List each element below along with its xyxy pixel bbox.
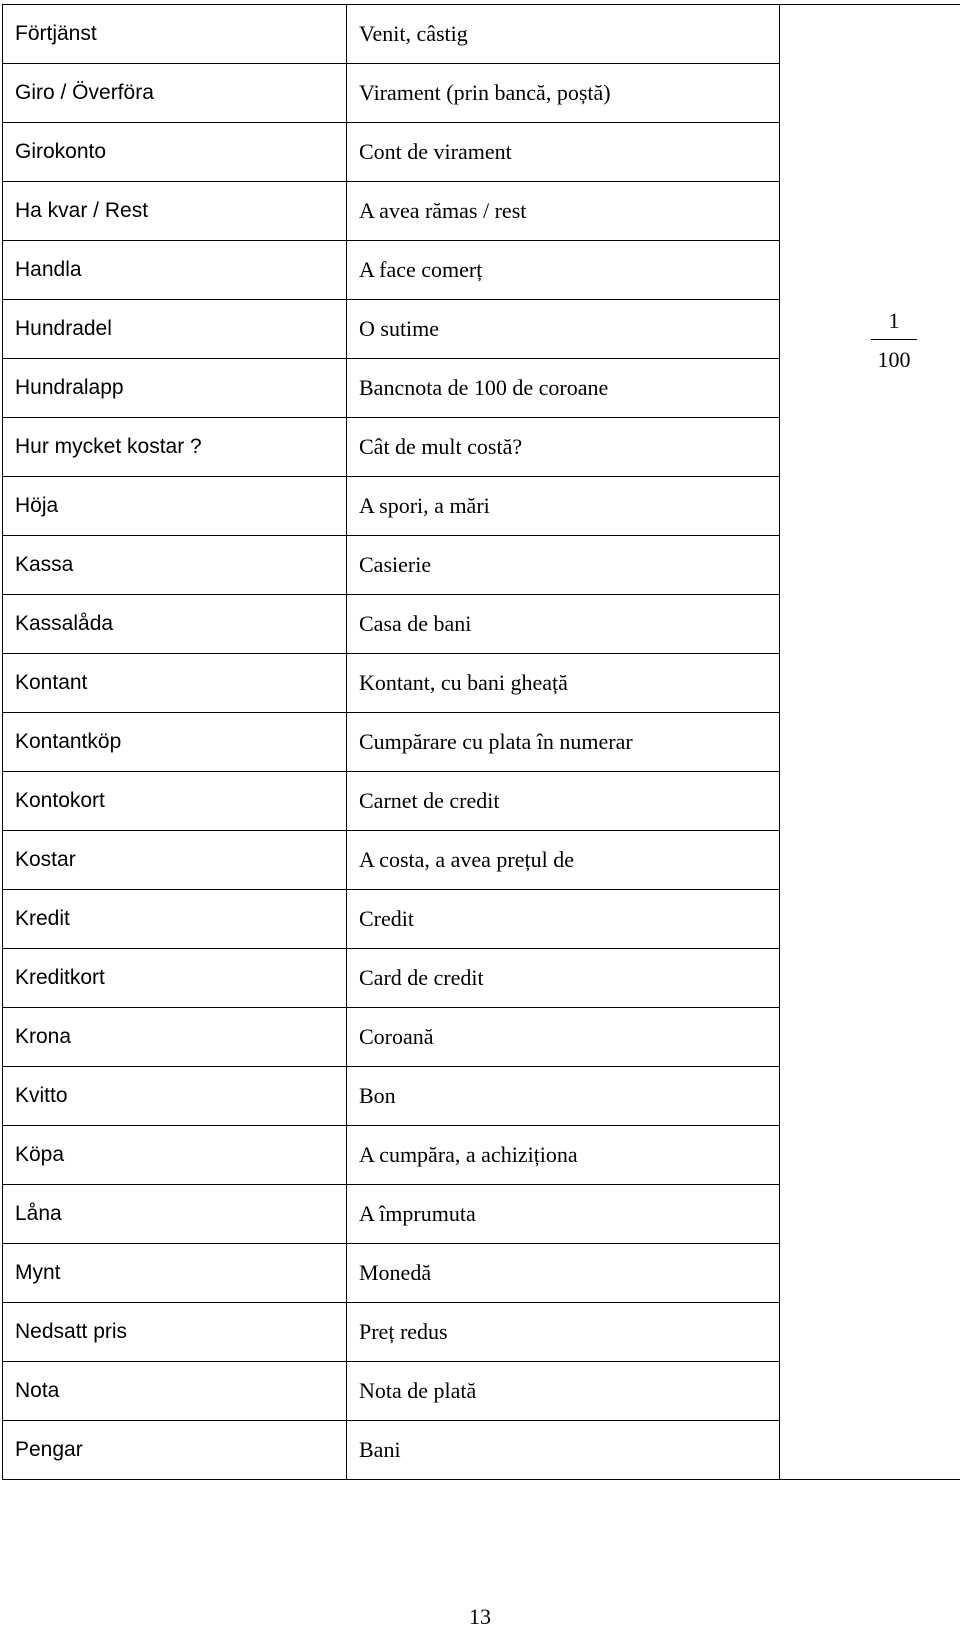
table-row: [3, 5, 960, 64]
romanian-translation: Credit: [347, 890, 780, 949]
page-number: 13: [469, 1604, 491, 1629]
romanian-translation: Virament (prin bancă, poștă): [347, 64, 780, 123]
swedish-term: Kontantköp: [3, 713, 347, 772]
swedish-term: Kreditkort: [3, 949, 347, 1008]
romanian-translation: A costa, a avea prețul de: [347, 831, 780, 890]
romanian-translation: Card de credit: [347, 949, 780, 1008]
romanian-translation: Casierie: [347, 536, 780, 595]
swedish-term: Hur mycket kostar ?: [3, 418, 347, 477]
romanian-translation: Cât de mult costă?: [347, 418, 780, 477]
romanian-translation: Preț redus: [347, 1303, 780, 1362]
swedish-term: Pengar: [3, 1421, 347, 1480]
romanian-translation: O sutime: [347, 300, 780, 359]
swedish-term: Kassa: [3, 536, 347, 595]
swedish-term: Handla: [3, 241, 347, 300]
romanian-translation: Carnet de credit: [347, 772, 780, 831]
fraction-numerator: 1: [888, 308, 900, 333]
swedish-term: Kontokort: [3, 772, 347, 831]
romanian-translation: Bancnota de 100 de coroane: [347, 359, 780, 418]
fraction-one-hundredth: [872, 310, 916, 371]
swedish-term: Kvitto: [3, 1067, 347, 1126]
romanian-translation: Bon: [347, 1067, 780, 1126]
swedish-term: Kassalåda: [3, 595, 347, 654]
swedish-term: Mynt: [3, 1244, 347, 1303]
romanian-translation: Kontant, cu bani gheață: [347, 654, 780, 713]
romanian-translation: Nota de plată: [347, 1362, 780, 1421]
romanian-translation: A face comerț: [347, 241, 780, 300]
romanian-translation: Cont de virament: [347, 123, 780, 182]
swedish-term: Nota: [3, 1362, 347, 1421]
romanian-translation: A împrumuta: [347, 1185, 780, 1244]
table-body: [3, 5, 960, 1480]
romanian-translation: Venit, câstig: [347, 5, 780, 64]
romanian-translation: Monedă: [347, 1244, 780, 1303]
romanian-translation: A spori, a mări: [347, 477, 780, 536]
romanian-translation: Cumpărare cu plata în numerar: [347, 713, 780, 772]
romanian-translation: Coroană: [347, 1008, 780, 1067]
swedish-term: Ha kvar / Rest: [3, 182, 347, 241]
swedish-term: Krona: [3, 1008, 347, 1067]
swedish-term: Girokonto: [3, 123, 347, 182]
swedish-term: Hundralapp: [3, 359, 347, 418]
swedish-term: Låna: [3, 1185, 347, 1244]
romanian-translation: Casa de bani: [347, 595, 780, 654]
swedish-term: Köpa: [3, 1126, 347, 1185]
swedish-term: Kredit: [3, 890, 347, 949]
swedish-term: Höja: [3, 477, 347, 536]
swedish-term: Kostar: [3, 831, 347, 890]
swedish-term: Hundradel: [3, 300, 347, 359]
romanian-translation: A cumpăra, a achiziționa: [347, 1126, 780, 1185]
notes-column: [780, 5, 960, 1480]
romanian-translation: Bani: [347, 1421, 780, 1480]
vocabulary-table: [2, 4, 960, 1480]
romanian-translation: A avea rămas / rest: [347, 182, 780, 241]
swedish-term: Giro / Överföra: [3, 64, 347, 123]
swedish-term: Förtjänst: [3, 5, 347, 64]
swedish-term: Kontant: [3, 654, 347, 713]
swedish-term: Nedsatt pris: [3, 1303, 347, 1362]
fraction-denominator: 100: [877, 347, 911, 372]
